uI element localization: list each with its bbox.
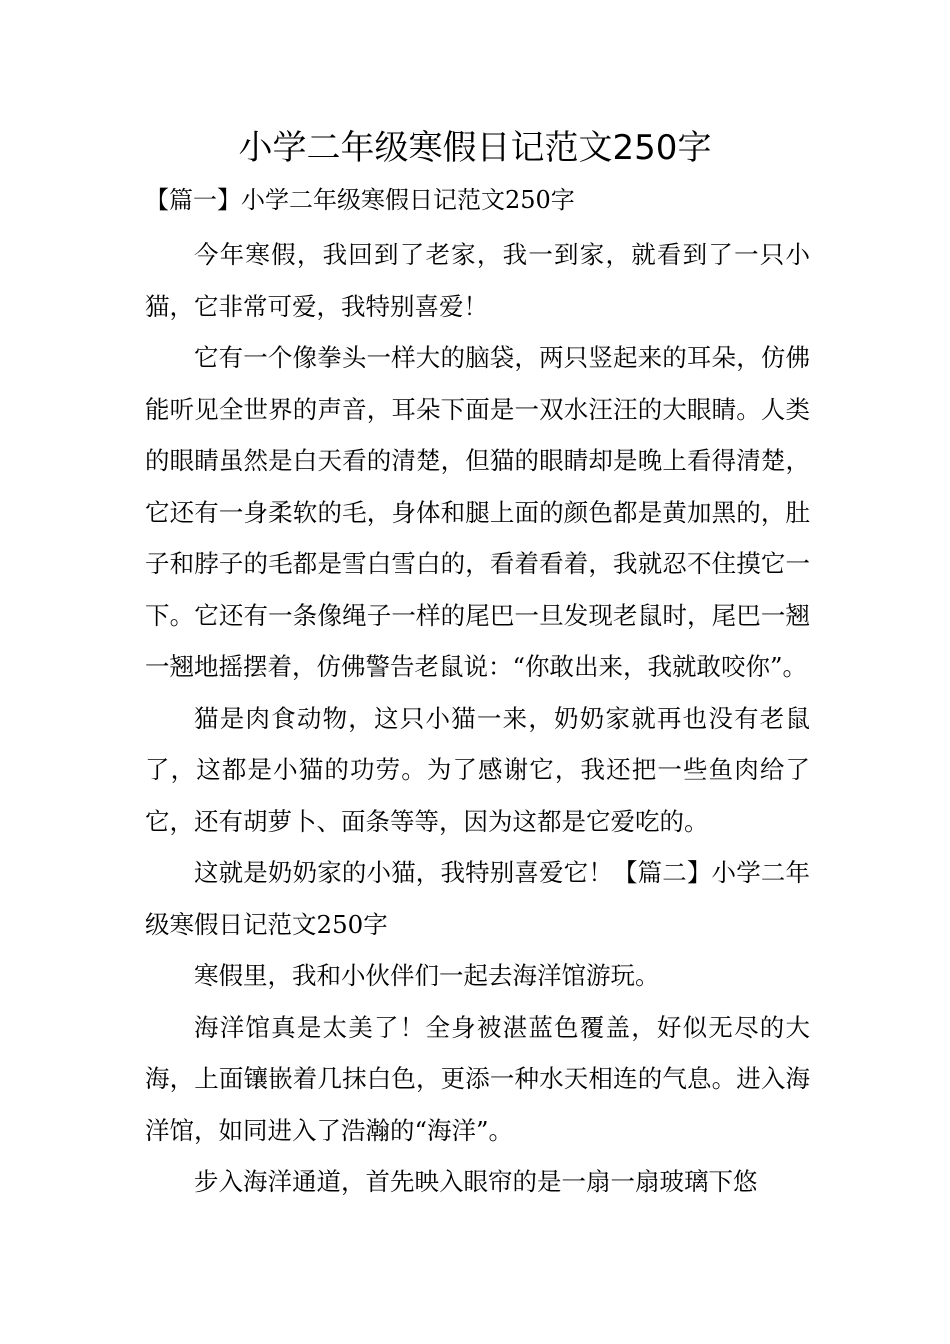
paragraph: 这就是奶奶家的小猫，我特别喜爱它！【篇二】小学二年级寒假日记范文250字 [145, 858, 810, 939]
paragraph: 海洋馆真是太美了！全身被湛蓝色覆盖，好似无尽的大海，上面镶嵌着几抹白色，更添一种水天相连的气息。进入海洋馆，如同进入了浩瀚的“海洋”。 [145, 1012, 810, 1145]
paragraph: 猫是肉食动物，这只小猫一来，奶奶家就再也没有老鼠了，这都是小猫的功劳。为了感谢它，我还把一些鱼肉给了它，还有胡萝卜、面条等等，因为这都是它爱吃的。 [145, 703, 810, 836]
paragraph: 它有一个像拳头一样大的脑袋，两只竖起来的耳朵，仿佛能听见全世界的声音，耳朵下面是一双水汪汪的大眼睛。人类的眼睛虽然是白天看的清楚，但猫的眼睛却是晚上看得清楚，它还有一身柔软的毛，身体和腿上面的颜色都是黄加黑的，肚子和脖子的毛都是雪白雪白的，看着看着，我就忍不住摸它一下。它还有一条像绳子一样的尾巴一旦发现老鼠时，尾巴一翘一翘地摇摆着，仿佛警告老鼠说：“你敢出来，我就敢咬你”。 [145, 343, 810, 681]
paragraph: 今年寒假，我回到了老家，我一到家，就看到了一只小猫，它非常可爱，我特别喜爱！ [145, 240, 810, 321]
document-body [145, 229, 810, 1208]
paragraph: 寒假里，我和小伙伴们一起去海洋馆游玩。 [194, 961, 660, 990]
paragraph: 步入海洋通道，首先映入眼帘的是一扇一扇玻璃下悠 [194, 1167, 758, 1196]
section-heading: 【篇一】小学二年级寒假日记范文250字 [145, 186, 575, 214]
document-title: 小学二年级寒假日记范文250字 [238, 128, 712, 168]
